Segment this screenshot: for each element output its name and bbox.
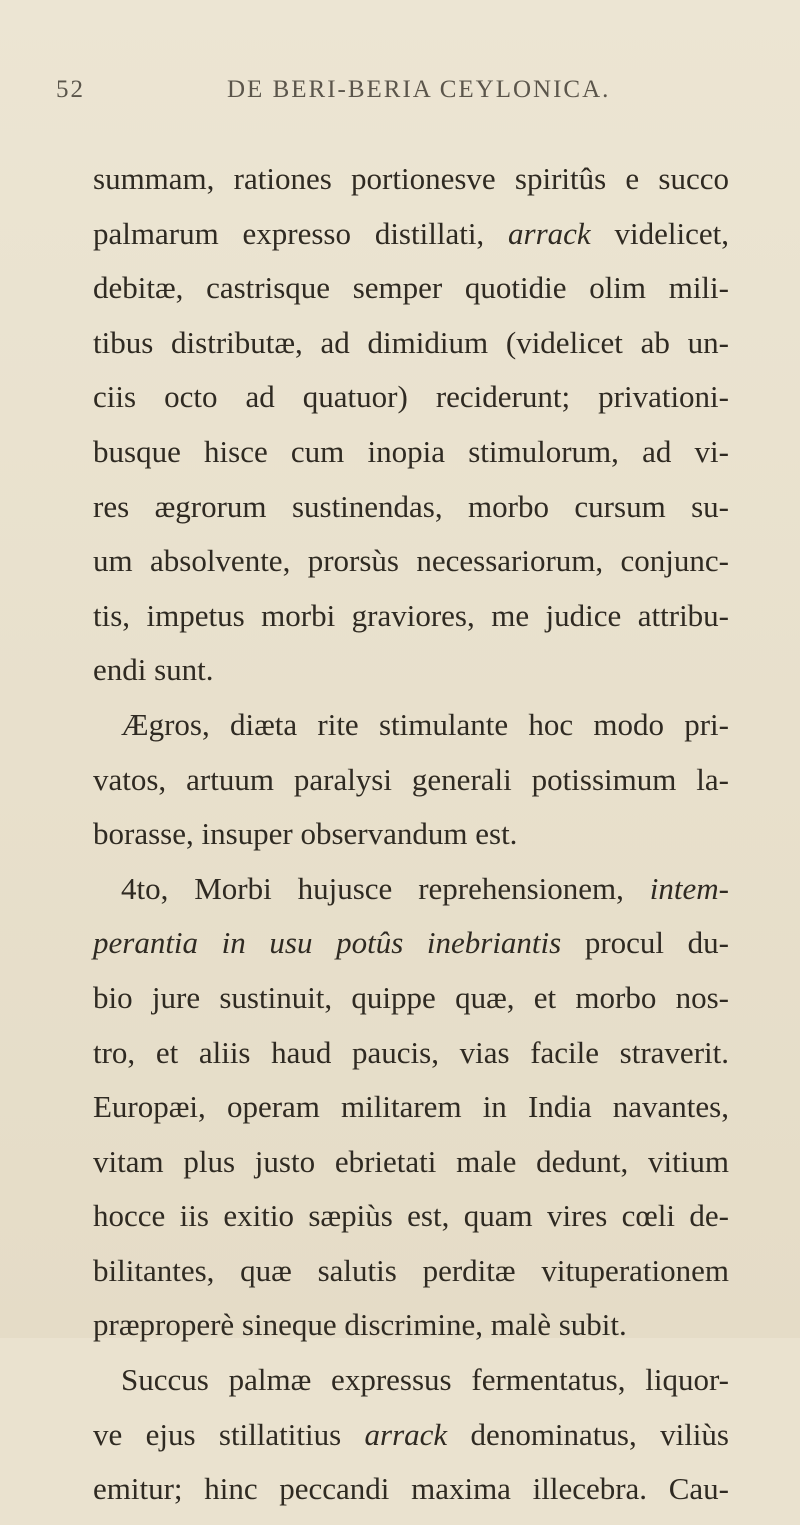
text-line <box>93 815 729 870</box>
text-line <box>93 378 729 433</box>
text-segment: videlicet, <box>590 215 730 251</box>
text-line <box>93 1034 729 1089</box>
text-segment: Ægros, diæta rite stimulante hoc modo pri- <box>121 706 729 742</box>
text-segment: vatos, artuum paralysi generali potissimum la- <box>93 761 729 797</box>
text-segment: palmarum expresso distillati, <box>93 215 509 251</box>
italic-text: intem- <box>649 870 729 906</box>
text-segment: bilitantes, quæ salutis perditæ vituperationem <box>93 1252 729 1288</box>
text-line <box>93 542 729 597</box>
text-segment: um absolvente, prorsùs necessariorum, conjunc- <box>93 543 729 579</box>
text-line <box>93 1470 729 1525</box>
body-text <box>93 160 729 1525</box>
text-segment: ciis octo ad quatuor) reciderunt; privationi- <box>93 379 729 415</box>
text-segment: denominatus, viliùs <box>447 1416 729 1452</box>
text-segment: 4to, Morbi hujusce reprehensionem, <box>121 870 650 906</box>
text-segment: tibus distributæ, ad dimidium (videlicet ab un- <box>93 324 729 360</box>
text-segment: præproperè sineque discrimine, malè subit. <box>93 1307 627 1343</box>
text-line <box>93 488 729 543</box>
text-line <box>93 1088 729 1143</box>
italic-text: arrack <box>364 1416 448 1452</box>
text-segment: hocce iis exitio sæpiùs est, quam vires cœli de- <box>93 1198 729 1234</box>
running-header <box>56 76 756 112</box>
text-segment: endi sunt. <box>93 652 214 688</box>
text-segment: bio jure sustinuit, quippe quæ, et morbo nos- <box>93 979 729 1015</box>
text-line <box>93 924 729 979</box>
text-line <box>93 1143 729 1198</box>
text-segment: debitæ, castrisque semper quotidie olim mili- <box>93 270 729 306</box>
text-segment: Europæi, operam militarem in India navantes, <box>93 1089 729 1125</box>
text-segment: emitur; hinc peccandi maxima illecebra. Cau- <box>93 1471 729 1507</box>
text-line <box>93 651 729 706</box>
text-line <box>93 269 729 324</box>
text-segment: tro, et aliis haud paucis, vias facile straverit. <box>93 1034 729 1070</box>
text-segment: ve ejus stillatitius <box>93 1416 365 1452</box>
text-line <box>93 1416 729 1471</box>
italic-text: perantia in usu potûs inebriantis <box>93 925 562 961</box>
text-line <box>93 215 729 270</box>
text-line <box>93 597 729 652</box>
text-segment: vitam plus justo ebrietati male dedunt, vitium <box>93 1143 729 1179</box>
text-segment: borasse, insuper observandum est. <box>93 816 518 852</box>
text-line <box>93 979 729 1034</box>
text-line <box>93 324 729 379</box>
text-line <box>93 433 729 488</box>
page-number: 52 <box>56 76 85 103</box>
text-segment: res ægrorum sustinendas, morbo cursum su- <box>93 488 729 524</box>
text-line <box>93 761 729 816</box>
text-line <box>93 160 729 215</box>
text-line <box>93 706 729 761</box>
text-line <box>93 1361 729 1416</box>
text-line <box>93 870 729 925</box>
text-segment: procul du- <box>561 925 729 961</box>
text-segment: busque hisce cum inopia stimulorum, ad vi- <box>93 433 729 469</box>
italic-text: arrack <box>508 215 591 251</box>
text-line <box>93 1197 729 1252</box>
text-segment: Succus palmæ expressus fermentatus, liquor- <box>121 1362 729 1398</box>
running-title: DE BERI-BERIA CEYLONICA. <box>227 76 611 103</box>
text-line <box>93 1252 729 1307</box>
text-segment: tis, impetus morbi graviores, me judice attribu- <box>93 597 729 633</box>
text-segment: summam, rationes portionesve spiritûs e succo <box>93 161 729 196</box>
text-line <box>93 1306 729 1361</box>
